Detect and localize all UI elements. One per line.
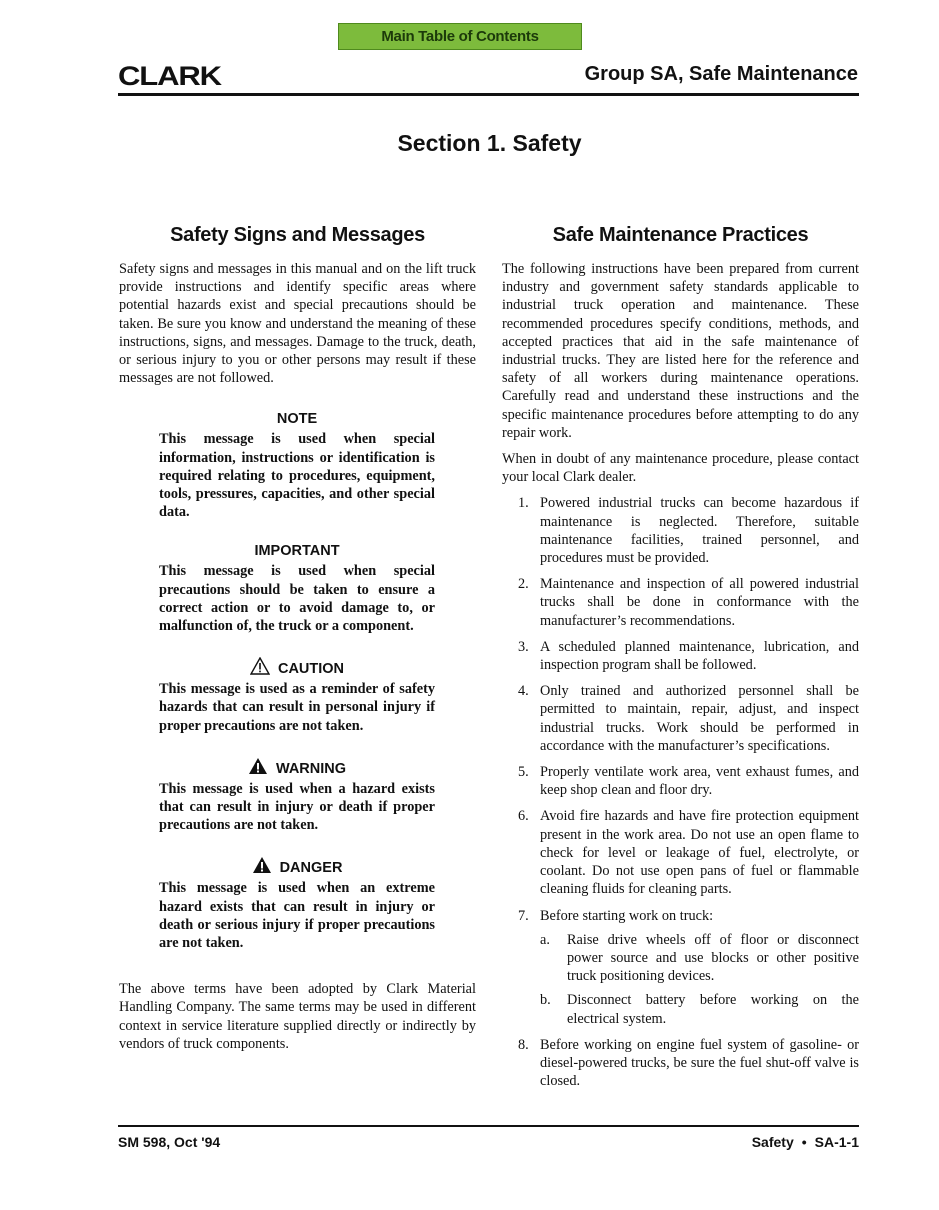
maintenance-steps (502, 494, 859, 1090)
important-body: This message is used when special precautions should be taken to ensure a correct action or to avoid damage to, or malfunction of, the truck or a component. (159, 563, 435, 635)
danger-title: DANGER (279, 860, 343, 877)
caution-message (159, 657, 435, 735)
list-item: 7. Before starting work on truck: a. Raise drive wheels off of floor or disconnect power source and use blocks or other positive truck positioning devices. b. Disconnect battery before working on the electrical system. (518, 907, 859, 1027)
warning-title: WARNING (275, 760, 347, 777)
important-title: IMPORTANT (254, 543, 340, 560)
list-item: 4. Only trained and authorized personnel shall be permitted to maintain, repair, adjust, and inspect industrial trucks. Work should be performed in accordance with the manufacturer’s specifications. (518, 683, 859, 754)
footer-page-number: SA-1-1 (814, 1134, 859, 1150)
list-item: 2. Maintenance and inspection of all powered industrial trucks shall be done in conformance with the manufacturer’s recommendations. (518, 576, 859, 629)
note-body: This message is used when special information, instructions or identification is required relating to procedures, equipment, tools, pressures, capacities, and other special data. (159, 431, 435, 521)
sub-steps (540, 931, 859, 1028)
danger-body: This message is used when an extreme hazard exists that can result in injury or death or serious injury if proper precautions are not taken. (159, 880, 435, 952)
list-item: 3. A scheduled planned maintenance, lubrication, and inspection program shall be followed. (518, 638, 859, 674)
clark-logo: CLARK (118, 61, 221, 91)
right-doubt: When in doubt of any maintenance procedure, please contact your local Clark dealer. (502, 451, 859, 486)
danger-filled-triangle-icon (252, 856, 272, 874)
note-title: NOTE (276, 411, 318, 428)
footer-section: Safety (751, 1134, 794, 1150)
footer-doc-id: SM 598, Oct '94 (118, 1134, 221, 1150)
caution-body: This message is used as a reminder of safety hazards that can result in personal injury if proper precautions are not taken. (159, 681, 435, 734)
list-item: a. Raise drive wheels off of floor or disconnect power source and use blocks or other positive truck positioning devices. (540, 931, 859, 985)
footer-page-ref (752, 1134, 859, 1150)
note-message (159, 411, 435, 521)
group-title: Group SA, Safe Maintenance (584, 63, 858, 85)
list-item: b. Disconnect battery before working on the electrical system. (540, 992, 859, 1027)
list-item: 6. Avoid fire hazards and have fire protection equipment present in the work area. Do not use an open flame to check for level or leakage of fuel, electrolyte, or coolant. Do not use open pans of fuel or flammable cleaning fluids for cleaning parts. (518, 808, 859, 898)
left-heading: Safety Signs and Messages (170, 224, 425, 246)
left-column (119, 224, 476, 1061)
section-title: Section 1. Safety (397, 130, 582, 156)
caution-outline-triangle-icon (250, 657, 270, 675)
caution-title: CAUTION (277, 661, 345, 678)
list-item: 5. Properly ventilate work area, vent exhaust fumes, and keep shop clean and floor dry. (518, 764, 859, 799)
footer-separator: • (801, 1134, 807, 1150)
list-item: 1. Powered industrial trucks can become hazardous if maintenance is neglected. Therefore, suitable maintenance facilities, trained personnel, and procedures must be provided. (518, 495, 859, 567)
right-intro: The following instructions have been prepared from current industry and government safety standards applicable to industrial truck operation and maintenance. These recommended procedures specify conditions, methods, and accepted practices that aid in the safe maintenance of industrial trucks. They are listed here for the reference and safety of all workers during maintenance operations. Carefully read and understand these instructions and the specific maintenance procedures before attempting to do any repair work. (502, 261, 859, 441)
left-intro: Safety signs and messages in this manual and on the lift truck provide instructions and identify specific areas where potential hazards exist and special precautions should be taken. Be sure you know and understand the meaning of these instructions, signs, and messages. Damage to the truck, death, or serious injury to you or other persons may result if these messages are not followed. (119, 261, 476, 387)
warning-filled-triangle-icon (248, 757, 268, 775)
main-table-of-contents-button[interactable]: Main Table of Contents (338, 23, 582, 50)
header-rule (118, 93, 859, 96)
danger-message (159, 856, 435, 952)
right-column (502, 224, 859, 1098)
left-closing: The above terms have been adopted by Clark Material Handling Company. The same terms may be used in different context in service literature supplied directly or indirectly by vendors of truck components. (119, 981, 476, 1052)
warning-message (159, 757, 435, 835)
important-message (159, 543, 435, 635)
warning-body: This message is used when a hazard exists that can result in injury or death if proper precautions are not taken. (159, 780, 435, 834)
right-heading: Safe Maintenance Practices (552, 224, 809, 246)
list-item: 8. Before working on engine fuel system of gasoline- or diesel-powered trucks, be sure the fuel shut-off valve is closed. (518, 1036, 859, 1090)
footer-rule (118, 1125, 859, 1127)
